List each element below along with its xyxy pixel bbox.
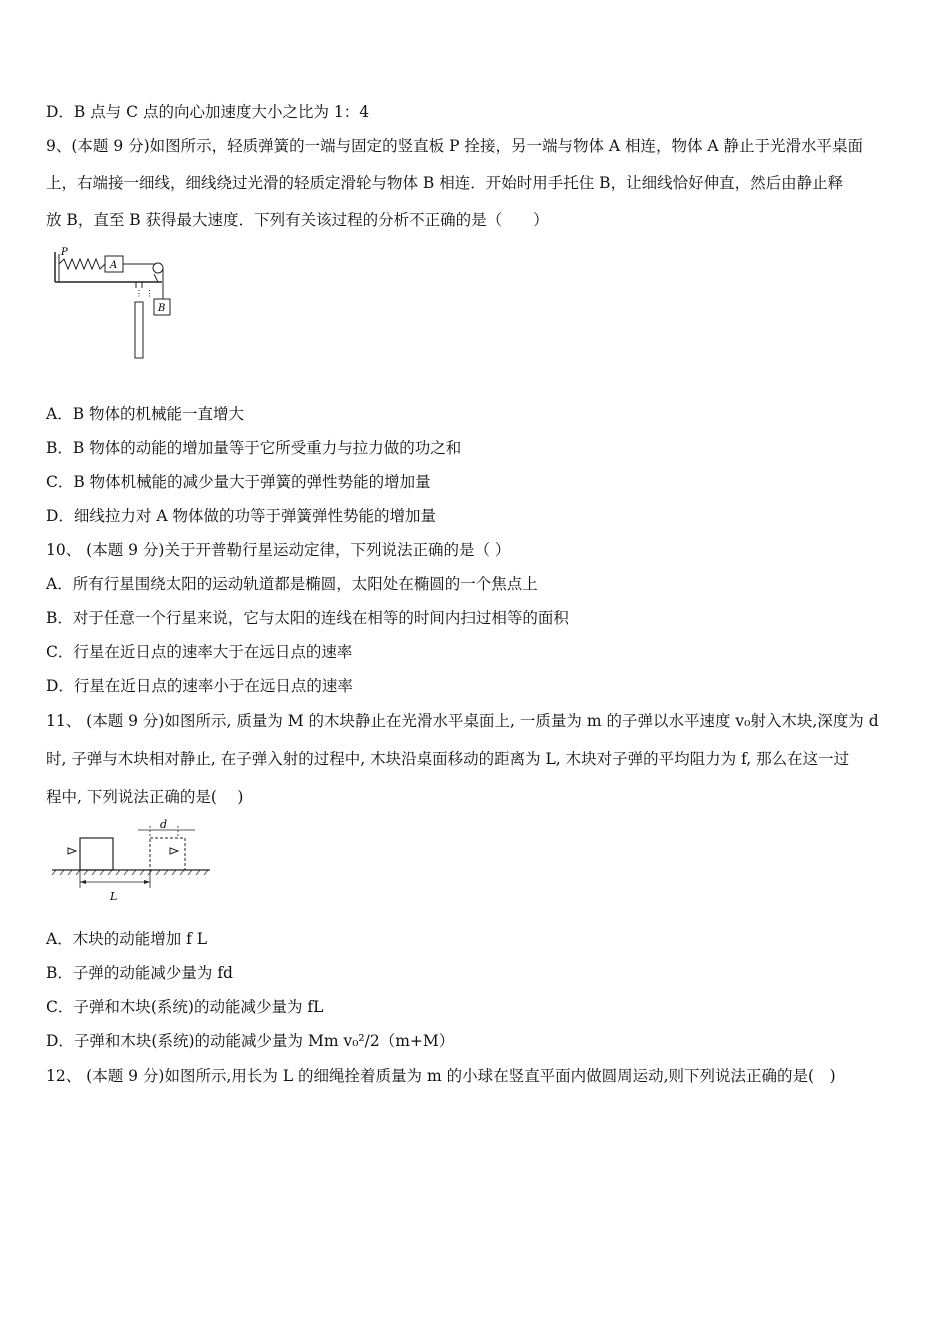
q9-stem-line-2: 上，右端接一细线，细线绕过光滑的轻质定滑轮与物体 B 相连．开始时用手托住 B，让细线恰好伸直，然后由静止释 xyxy=(46,174,844,192)
q9-option-b: B．B 物体的动能的增加量等于它所受重力与拉力做的功之和 xyxy=(46,439,462,457)
q11-option-d: D．子弹和木块(系统)的动能减少量为 Mm v₀²/2（m+M） xyxy=(46,1032,455,1050)
label-a: A xyxy=(110,260,118,271)
label-l: L xyxy=(110,890,118,903)
q9-option-a: A．B 物体的机械能一直增大 xyxy=(46,405,245,423)
q12-stem: 12、 (本题 9 分)如图所示,用长为 L 的细绳拴着质量为 m 的小球在竖直平面内做圆周运动,则下列说法正确的是( ) xyxy=(46,1067,836,1085)
q9-stem-line-1: 9、(本题 9 分)如图所示，轻质弹簧的一端与固定的竖直板 P 拴接，另一端与物体 A 相连，物体 A 静止于光滑水平桌面 xyxy=(46,137,864,155)
label-b: B xyxy=(158,303,166,314)
q9-stem-line-3: 放 B，直至 B 获得最大速度．下列有关该过程的分析不正确的是（ ） xyxy=(46,211,549,229)
q10-option-b: B．对于任意一个行星来说，它与太阳的连线在相等的时间内扫过相等的面积 xyxy=(46,609,569,627)
label-d: d xyxy=(160,818,168,831)
q11-option-b: B．子弹的动能减少量为 fd xyxy=(46,964,233,982)
label-p: P xyxy=(61,247,68,258)
q10-option-a: A．所有行星围绕太阳的运动轨道都是椭圆，太阳处在椭圆的一个焦点上 xyxy=(46,575,538,593)
q11-figure-bullet-block xyxy=(50,818,215,906)
q10-option-d: D．行星在近日点的速率小于在远日点的速率 xyxy=(46,677,353,695)
q11-stem-line-1: 11、 (本题 9 分)如图所示, 质量为 M 的木块静止在光滑水平桌面上, 一质量为 m 的子弹以水平速度 v₀射入木块,深度为 d xyxy=(46,712,879,730)
q11-option-c: C．子弹和木块(系统)的动能减少量为 fL xyxy=(46,998,324,1016)
q10-stem: 10、 (本题 9 分)关于开普勒行星运动定律，下列说法正确的是（ ） xyxy=(46,541,511,559)
svg-text:⋮ ⋮: ⋮ ⋮ xyxy=(135,289,154,298)
q10-option-c: C．行星在近日点的速率大于在远日点的速率 xyxy=(46,643,353,661)
q9-option-d: D．细线拉力对 A 物体做的功等于弹簧弹性势能的增加量 xyxy=(46,507,436,525)
q9-option-c: C．B 物体机械能的减少量大于弹簧的弹性势能的增加量 xyxy=(46,473,431,491)
q8-option-d: D．B 点与 C 点的向心加速度大小之比为 1：4 xyxy=(46,103,370,121)
q11-option-a: A．木块的动能增加 f L xyxy=(46,930,208,948)
q11-stem-line-2: 时, 子弹与木块相对静止, 在子弹入射的过程中, 木块沿桌面移动的距离为 L, 木块对子弹的平均阻力为 f, 那么在这一过 xyxy=(46,750,850,768)
q9-figure-spring-pulley xyxy=(50,244,180,364)
q11-stem-line-3: 程中, 下列说法正确的是( ) xyxy=(46,788,244,806)
